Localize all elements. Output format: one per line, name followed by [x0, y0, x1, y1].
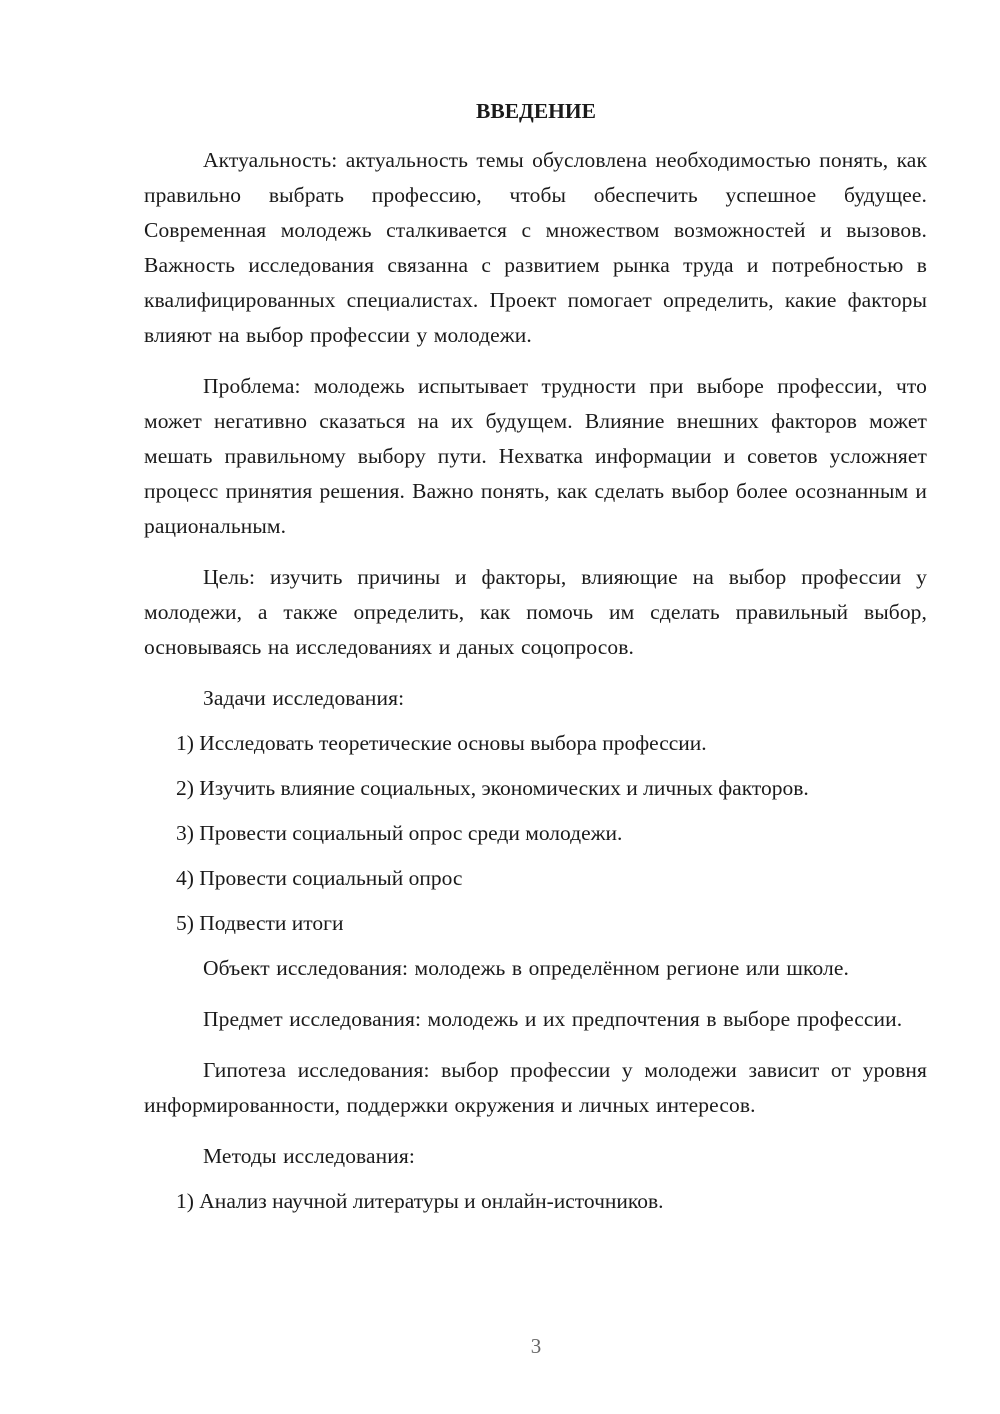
paragraph-object: Объект исследования: молодежь в определённом регионе или школе. [203, 956, 850, 980]
paragraph-goal: Цель: изучить причины и факторы, влияющие на выбор профессии у молодежи, а также определить, как помочь им сделать правильный выбор, основываясь на исследованиях и даных соцопросов. [144, 565, 927, 659]
paragraph-problem: Проблема: молодежь испытывает трудности при выборе профессии, что может негативно сказаться на их будущем. Влияние внешних факторов может мешать правильному выбору пути. Нехватка информации и советов усложняет процесс принятия решения. Важно понять, как сделать выбор более осознанным и рациональным. [144, 374, 927, 538]
paragraph-hypothesis: Гипотеза исследования: выбор профессии у молодежи зависит от уровня информированности, поддержки окружения и личных интересов. [144, 1058, 927, 1117]
methods-heading: Методы исследования: [203, 1144, 415, 1168]
list-item: 3) Провести социальный опрос среди молодежи. [176, 821, 623, 845]
page-title: ВВЕДЕНИЕ [476, 99, 596, 123]
document-body [144, 143, 927, 1229]
list-item: 4) Провести социальный опрос [176, 866, 463, 890]
tasks-heading: Задачи исследования: [203, 686, 405, 710]
list-item: 5) Подвести итоги [176, 911, 344, 935]
list-item: 1) Исследовать теоретические основы выбора профессии. [176, 731, 707, 755]
list-item: 1) Анализ научной литературы и онлайн-источников. [176, 1189, 664, 1213]
paragraph-relevance: Актуальность: актуальность темы обусловлена необходимостью понять, как правильно выбрать профессию, чтобы обеспечить успешное будущее. Современная молодежь сталкивается с множеством возможностей и вызовов. Важность исследования связанна с развитием рынка труда и потребностью в квалифицированных специалистах. Проект помогает определить, какие факторы влияют на выбор профессии у молодежи. [144, 148, 927, 347]
page-number: 3 [530, 1334, 542, 1358]
paragraph-subject: Предмет исследования: молодежь и их предпочтения в выборе профессии. [203, 1007, 903, 1031]
list-item: 2) Изучить влияние социальных, экономических и личных факторов. [176, 776, 809, 800]
methods-list [144, 1184, 927, 1219]
tasks-list [144, 726, 927, 941]
